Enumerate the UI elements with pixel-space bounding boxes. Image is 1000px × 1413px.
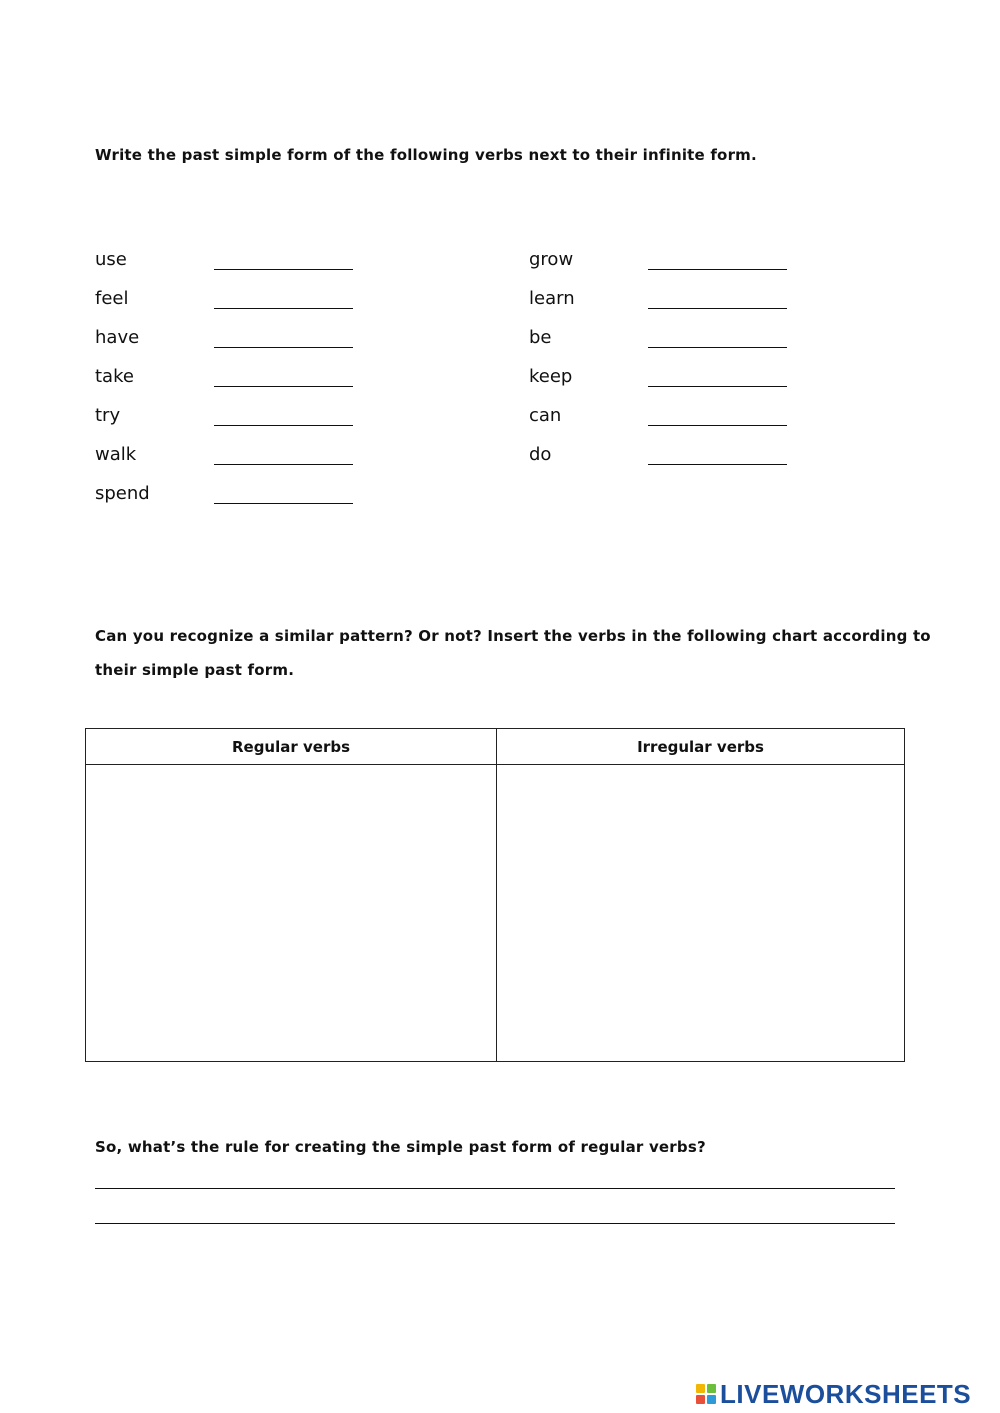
verb-infinitive: use xyxy=(95,249,127,270)
verb-infinitive: feel xyxy=(95,288,129,309)
verb-infinitive: spend xyxy=(95,483,150,504)
instruction-past-simple: Write the past simple form of the following verbs next to their infinite form. xyxy=(95,146,757,164)
instruction-rule-question: So, what’s the rule for creating the simple past form of regular verbs? xyxy=(95,1138,706,1156)
verb-infinitive: learn xyxy=(529,288,575,309)
verb-row xyxy=(529,361,829,400)
verb-infinitive: try xyxy=(95,405,121,426)
verb-row xyxy=(529,322,829,361)
verb-list-right xyxy=(529,244,829,478)
logo-squares-icon xyxy=(696,1384,716,1404)
verb-row xyxy=(95,361,395,400)
verb-row xyxy=(95,283,395,322)
irregular-verbs-header: Irregular verbs xyxy=(497,729,904,765)
verb-row xyxy=(529,400,829,439)
rule-answer-line[interactable] xyxy=(95,1223,895,1224)
verb-row xyxy=(95,439,395,478)
answer-blank[interactable] xyxy=(214,269,353,270)
verb-row xyxy=(529,283,829,322)
answer-blank[interactable] xyxy=(648,425,787,426)
verb-sorting-chart xyxy=(85,728,905,1062)
verb-infinitive: walk xyxy=(95,444,137,465)
verb-row xyxy=(95,478,395,517)
answer-blank[interactable] xyxy=(214,386,353,387)
instruction-pattern-line1: Can you recognize a similar pattern? Or not? Insert the verbs in the following chart according to xyxy=(95,627,931,645)
answer-blank[interactable] xyxy=(214,308,353,309)
verb-infinitive: be xyxy=(529,327,552,348)
answer-blank[interactable] xyxy=(214,503,353,504)
verb-list-left xyxy=(95,244,395,517)
verb-row xyxy=(95,244,395,283)
answer-blank[interactable] xyxy=(214,425,353,426)
verb-infinitive: take xyxy=(95,366,134,387)
answer-blank[interactable] xyxy=(648,347,787,348)
logo-text: LIVEWORKSHEETS xyxy=(720,1378,972,1409)
regular-verbs-header: Regular verbs xyxy=(86,729,497,765)
verb-infinitive: have xyxy=(95,327,140,348)
verb-infinitive: can xyxy=(529,405,562,426)
instruction-pattern-line2: their simple past form. xyxy=(95,661,295,679)
verb-infinitive: do xyxy=(529,444,552,465)
irregular-verbs-cell[interactable] xyxy=(497,765,904,1061)
answer-blank[interactable] xyxy=(648,269,787,270)
answer-blank[interactable] xyxy=(214,347,353,348)
answer-blank[interactable] xyxy=(214,464,353,465)
regular-verbs-cell[interactable] xyxy=(86,765,497,1061)
answer-blank[interactable] xyxy=(648,464,787,465)
answer-blank[interactable] xyxy=(648,308,787,309)
verb-row xyxy=(529,439,829,478)
verb-row xyxy=(529,244,829,283)
verb-row xyxy=(95,322,395,361)
answer-blank[interactable] xyxy=(648,386,787,387)
verb-infinitive: keep xyxy=(529,366,573,387)
verb-row xyxy=(95,400,395,439)
rule-answer-line[interactable] xyxy=(95,1188,895,1189)
verb-infinitive: grow xyxy=(529,249,574,270)
liveworksheets-logo xyxy=(696,1378,971,1410)
